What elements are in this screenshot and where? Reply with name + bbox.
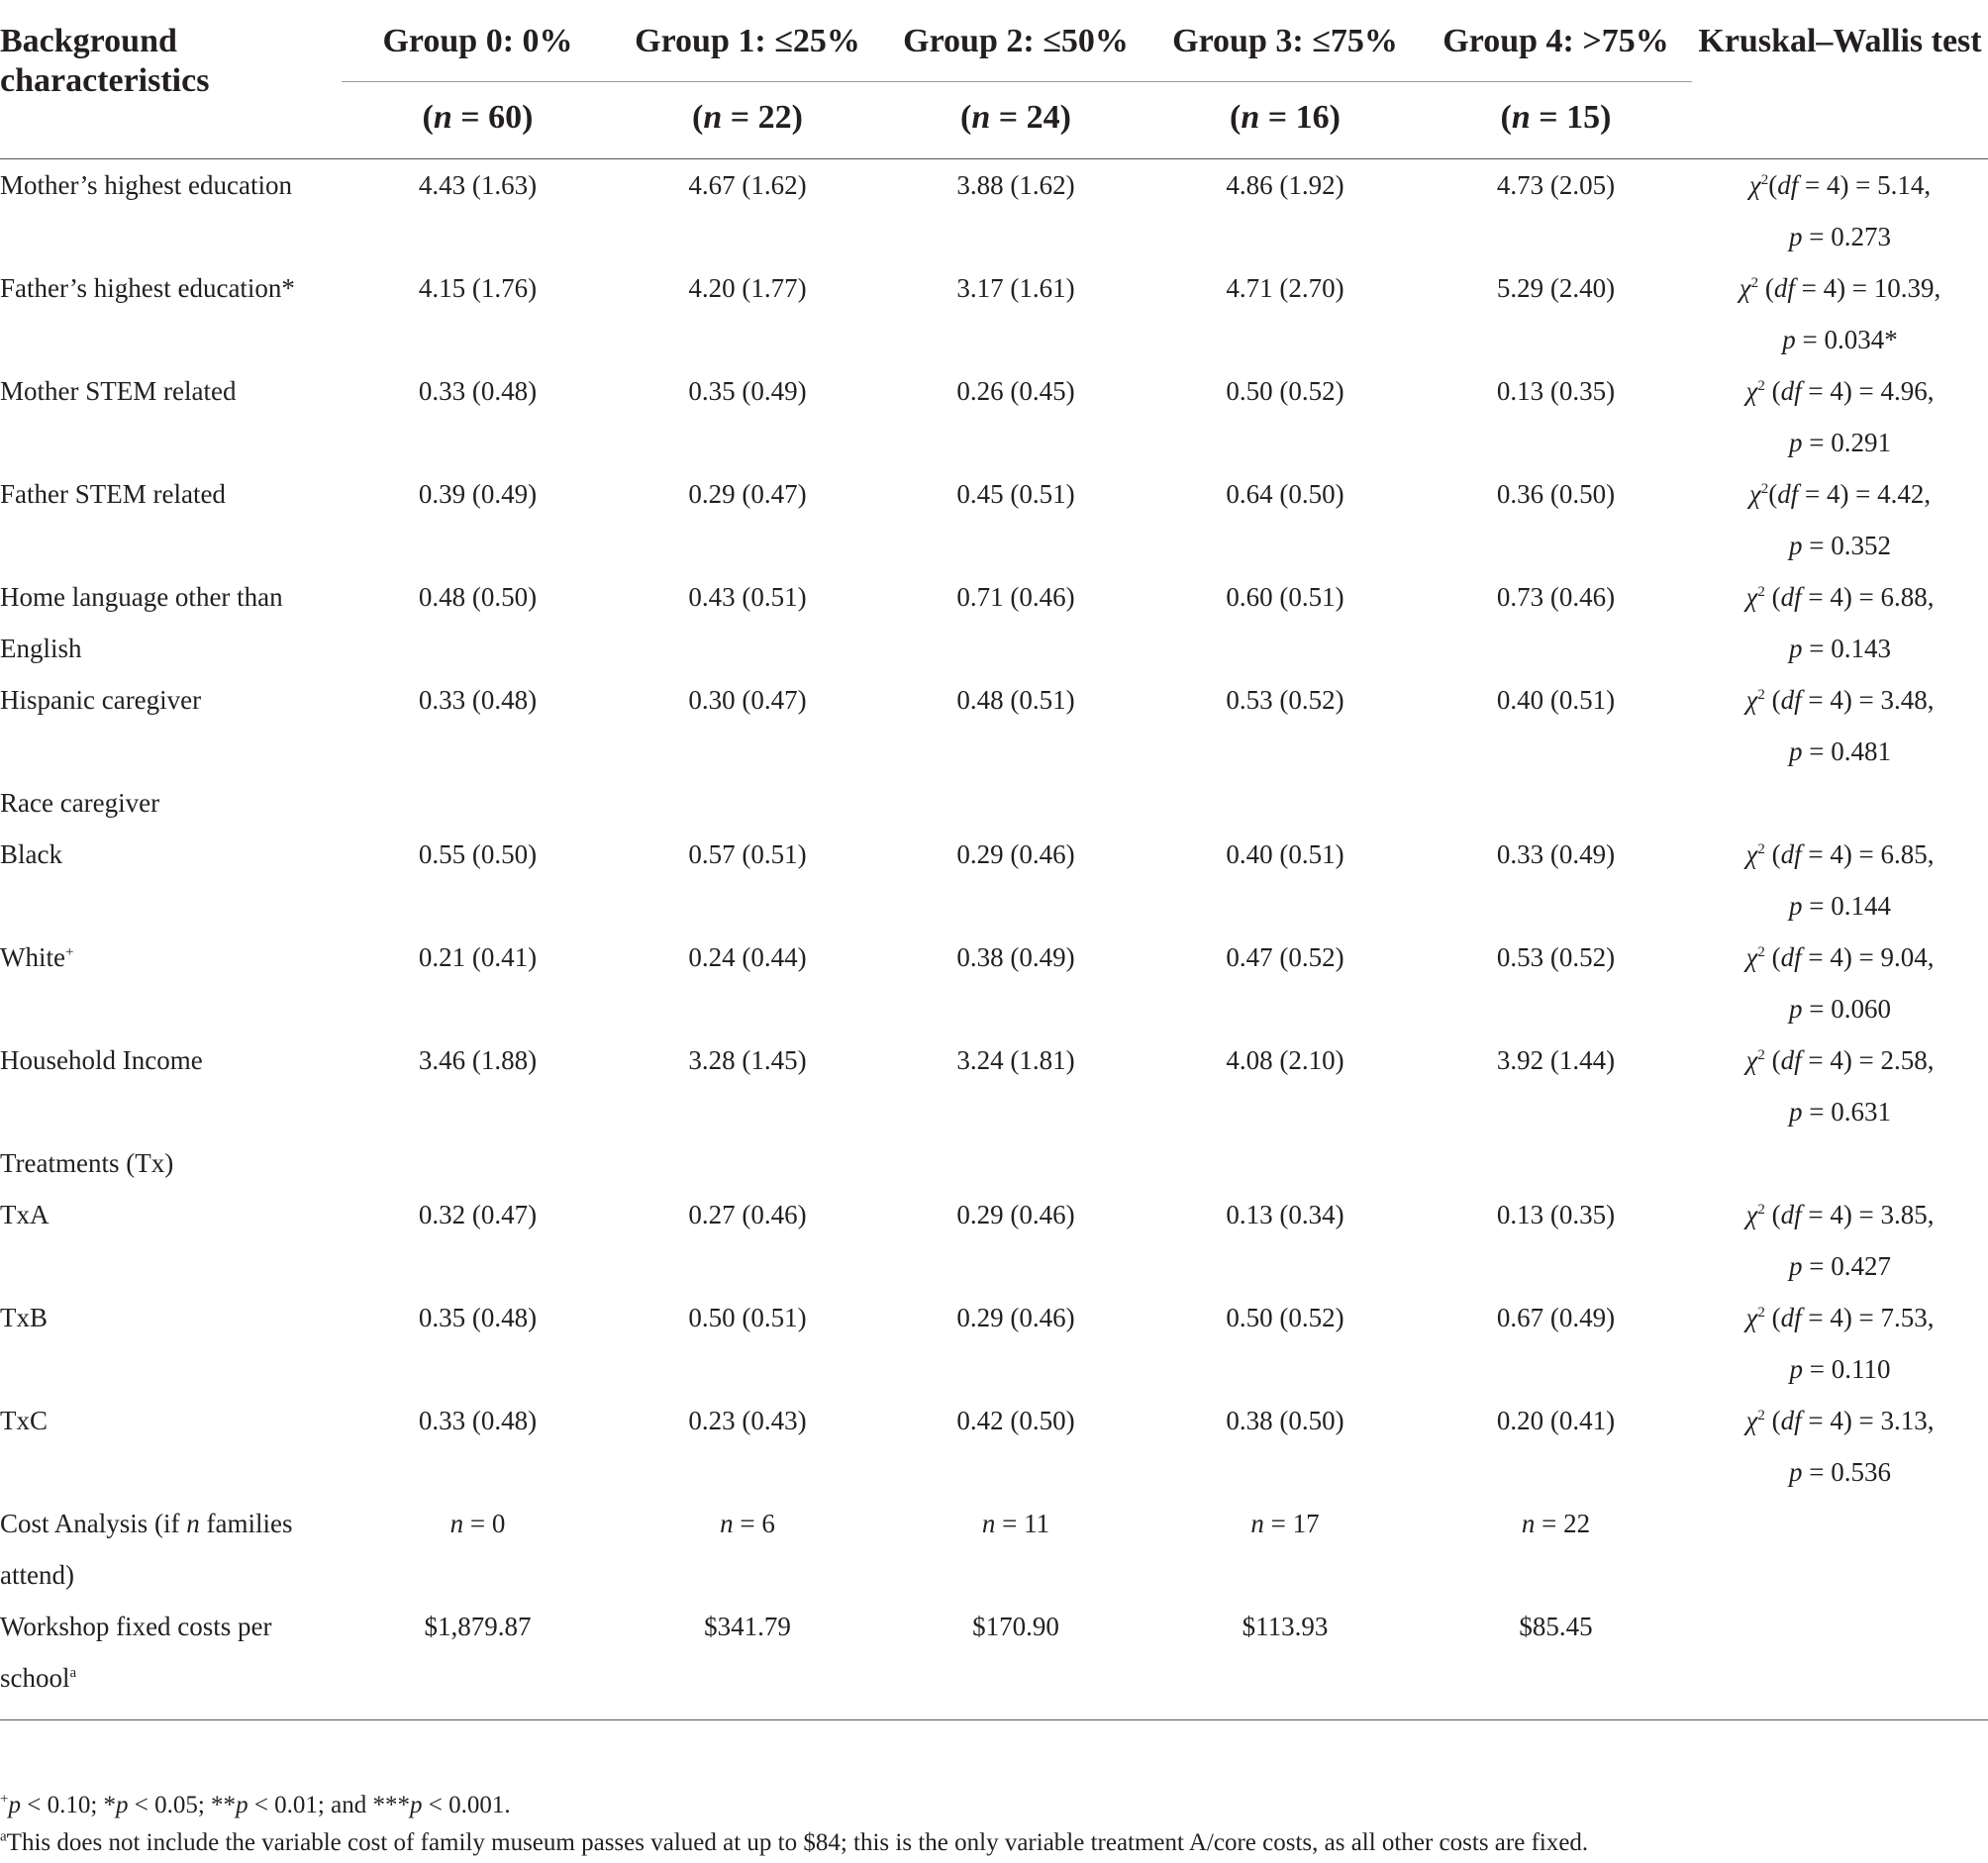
row-label: Household Income (0, 1044, 203, 1075)
header-group-4-n: (n = 15) (1420, 81, 1692, 158)
cell-group-1: 0.30 (0.47) (688, 684, 807, 715)
cell-group-0: 0.32 (0.47) (418, 1199, 538, 1229)
cell-group-1: 0.29 (0.47) (688, 478, 807, 509)
kw-statistic: $\chi^2$ (df = 4) = 10.39, (1739, 272, 1941, 303)
row-label: Mother’s highest education (0, 169, 292, 200)
cell-group-2: 0.29 (0.46) (956, 1199, 1075, 1229)
kw-p-value: p = 0.143 (1789, 633, 1891, 663)
row-label: TxC (0, 1405, 49, 1435)
cell-group-4: 0.20 (0.41) (1496, 1405, 1616, 1435)
kw-statistic: $\chi^2$ (df = 4) = 9.04, (1745, 941, 1935, 972)
cell-group-4: 0.73 (0.46) (1496, 581, 1616, 612)
cell-group-0: 0.55 (0.50) (418, 838, 538, 869)
header-group-4: Group 4: >75% (1420, 0, 1692, 81)
cell-group-1: 0.35 (0.49) (688, 375, 807, 406)
cell-group-3: 4.71 (2.70) (1226, 272, 1344, 303)
kw-statistic: $\chi^2$ (df = 4) = 4.96, (1745, 375, 1935, 406)
cell-group-2: 0.26 (0.45) (956, 375, 1075, 406)
cell-kruskal-wallis (1692, 365, 1988, 468)
section-spacer (342, 777, 1988, 829)
footnote-cost: $^a$This does not include the variable cost of family museum passes valued at up to $84; this is the only variable treatment A/core costs, as all other costs are fixed. (0, 1828, 1589, 1856)
table-row (0, 262, 1988, 365)
cell-group-4: 0.40 (0.51) (1496, 684, 1616, 715)
cell-group-3: 4.08 (2.10) (1226, 1044, 1344, 1075)
cell-group-1: n = 6 (720, 1508, 775, 1538)
table-row (0, 1034, 1988, 1137)
cell-kruskal-wallis (1692, 262, 1988, 365)
header-group-1: Group 1: ≤25% (614, 0, 881, 81)
cell-group-2: 3.24 (1.81) (956, 1044, 1075, 1075)
kw-p-value: p = 0.060 (1789, 993, 1891, 1024)
cell-group-4: 5.29 (2.40) (1496, 272, 1616, 303)
cell-group-3: 0.13 (0.34) (1226, 1199, 1344, 1229)
cell-group-3: 0.50 (0.52) (1226, 375, 1344, 406)
table-row (0, 1189, 1988, 1292)
cell-group-1: 0.23 (0.43) (688, 1405, 807, 1435)
table-row (0, 932, 1988, 1034)
section-spacer (342, 1137, 1988, 1189)
cell-group-3: 0.50 (0.52) (1226, 1302, 1344, 1332)
cell-group-0: 0.21 (0.41) (418, 941, 538, 972)
table-row (0, 365, 1988, 468)
kw-p-value: p = 0.481 (1789, 735, 1891, 766)
cell-group-0: 0.48 (0.50) (418, 581, 538, 612)
cell-group-4: 0.36 (0.50) (1496, 478, 1616, 509)
header-kruskal-wallis-test: Kruskal–Wallis test (1692, 0, 1988, 158)
cell-group-0: n = 0 (449, 1508, 506, 1538)
cell-group-4: 0.13 (0.35) (1496, 375, 1616, 406)
kw-p-value: p = 0.536 (1789, 1456, 1891, 1487)
kw-p-value: p = 0.631 (1789, 1096, 1891, 1127)
kw-p-value: p = 0.110 (1789, 1353, 1891, 1384)
header-background-characteristics: Background characteristics (0, 0, 342, 158)
cell-kruskal-wallis (1692, 1292, 1988, 1395)
kw-statistic: $\chi^2$ (df = 4) = 6.88, (1745, 581, 1935, 612)
cell-group-3: 4.86 (1.92) (1226, 169, 1344, 200)
cell-group-1: 0.50 (0.51) (688, 1302, 807, 1332)
table-row (0, 158, 1988, 262)
row-label: TxB (0, 1302, 49, 1332)
cell-kruskal-wallis (1692, 932, 1988, 1034)
kw-p-value: p = 0.352 (1789, 530, 1891, 560)
cell-group-2: 3.88 (1.62) (956, 169, 1075, 200)
cell-group-0: 0.33 (0.48) (418, 375, 538, 406)
table-row (0, 1601, 1988, 1720)
cell-group-2: 0.29 (0.46) (956, 838, 1075, 869)
cell-group-4: 0.67 (0.49) (1496, 1302, 1616, 1332)
cell-group-0: 0.39 (0.49) (418, 478, 538, 509)
cell-kruskal-wallis (1692, 158, 1988, 262)
row-label: White+ (0, 941, 74, 972)
cell-group-2: n = 11 (981, 1508, 1050, 1538)
cell-kruskal-wallis (1692, 468, 1988, 571)
cell-group-4: 0.53 (0.52) (1496, 941, 1616, 972)
cell-kruskal-wallis (1692, 1601, 1988, 1720)
cell-kruskal-wallis (1692, 829, 1988, 932)
cell-group-1: 0.43 (0.51) (688, 581, 807, 612)
cell-group-1: 0.57 (0.51) (688, 838, 807, 869)
table-row (0, 777, 1988, 829)
cell-group-2: 0.71 (0.46) (956, 581, 1075, 612)
kw-statistic: $\chi^2$ (df = 4) = 3.85, (1745, 1199, 1935, 1229)
table-footnotes (0, 1787, 1988, 1862)
section-label: Race caregiver (0, 787, 160, 818)
cell-group-2: 0.45 (0.51) (956, 478, 1075, 509)
row-label: Mother STEM related (0, 375, 237, 406)
header-group-0: Group 0: 0% (342, 0, 614, 81)
table-row (0, 1292, 1988, 1395)
cell-kruskal-wallis (1692, 674, 1988, 777)
table-row (0, 1395, 1988, 1498)
cell-group-1: 0.24 (0.44) (688, 941, 807, 972)
cell-group-0: 0.35 (0.48) (418, 1302, 538, 1332)
header-group-1-n: (n = 22) (614, 81, 881, 158)
kw-statistic: $\chi^2$ (df = 4) = 6.85, (1745, 838, 1935, 869)
kw-p-value: p = 0.034* (1782, 324, 1898, 354)
cell-kruskal-wallis (1692, 1498, 1988, 1601)
table-body (0, 158, 1988, 1719)
row-label: Hispanic caregiver (0, 684, 202, 715)
cell-group-2: 0.48 (0.51) (956, 684, 1075, 715)
header-group-3: Group 3: ≤75% (1150, 0, 1420, 81)
table-row (0, 829, 1988, 932)
kw-statistic: $\chi^2$ (df = 4) = 2.58, (1745, 1044, 1935, 1075)
cell-group-3: 0.47 (0.52) (1226, 941, 1344, 972)
kw-p-value: p = 0.144 (1789, 890, 1891, 921)
header-group-2-n: (n = 24) (881, 81, 1150, 158)
cell-group-4: $85.45 (1420, 1601, 1692, 1720)
row-label: Workshop fixed costs per school$^a$ (0, 1601, 342, 1720)
cell-group-3: n = 17 (1250, 1508, 1320, 1538)
row-label: TxA (0, 1199, 50, 1229)
cell-group-2: 3.17 (1.61) (956, 272, 1075, 303)
kw-p-value: p = 0.291 (1789, 427, 1891, 457)
cell-group-0: 4.15 (1.76) (418, 272, 538, 303)
cell-group-1: 3.28 (1.45) (688, 1044, 807, 1075)
header-group-2: Group 2: ≤50% (881, 0, 1150, 81)
kw-p-value: p = 0.273 (1789, 221, 1891, 251)
cell-group-0: 4.43 (1.63) (418, 169, 538, 200)
cell-kruskal-wallis (1692, 1034, 1988, 1137)
table-row (0, 571, 1988, 674)
table-row (0, 1137, 1988, 1189)
cell-kruskal-wallis (1692, 1395, 1988, 1498)
cell-group-4: 0.13 (0.35) (1496, 1199, 1616, 1229)
table-row (0, 468, 1988, 571)
row-label: Home language other than English (0, 581, 283, 663)
kw-statistic: $\chi^2(df = 4) = 5.14$, (1748, 169, 1932, 200)
row-label: Cost Analysis (if n families attend) (0, 1508, 293, 1590)
cell-group-4: 4.73 (2.05) (1496, 169, 1616, 200)
cell-group-2: 0.38 (0.49) (956, 941, 1075, 972)
kw-p-value: p = 0.427 (1789, 1250, 1891, 1281)
row-label: Black (0, 838, 62, 869)
row-label: Father STEM related (0, 478, 226, 509)
kw-statistic: $\chi^2$ (df = 4) = 3.13, (1745, 1405, 1935, 1435)
cell-group-0: 0.33 (0.48) (418, 1405, 538, 1435)
cell-group-4: 3.92 (1.44) (1496, 1044, 1616, 1075)
cell-group-2: 0.42 (0.50) (956, 1405, 1075, 1435)
cell-group-1: 0.27 (0.46) (688, 1199, 807, 1229)
cell-kruskal-wallis (1692, 1189, 1988, 1292)
cell-group-3: 0.40 (0.51) (1226, 838, 1344, 869)
cell-group-4: n = 22 (1521, 1508, 1591, 1538)
kw-statistic: $\chi^2(df = 4) = 4.42$, (1748, 478, 1932, 509)
footnote-significance: +p < 0.10; *p < 0.05; **p < 0.01; and ***p < 0.001. (0, 1791, 511, 1818)
cell-group-3: 0.64 (0.50) (1226, 478, 1344, 509)
cell-group-0: 3.46 (1.88) (418, 1044, 538, 1075)
table-row (0, 1498, 1988, 1601)
cell-group-2: $170.90 (881, 1601, 1150, 1720)
cell-group-1: 4.67 (1.62) (688, 169, 807, 200)
header-group-3-n: (n = 16) (1150, 81, 1420, 158)
cell-group-1: $341.79 (614, 1601, 881, 1720)
section-label: Treatments (Tx) (0, 1147, 174, 1178)
cell-group-3: 0.60 (0.51) (1226, 581, 1344, 612)
kw-statistic: $\chi^2$ (df = 4) = 3.48, (1745, 684, 1935, 715)
cell-group-3: $113.93 (1150, 1601, 1420, 1720)
cell-group-0: 0.33 (0.48) (418, 684, 538, 715)
cell-group-1: 4.20 (1.77) (688, 272, 807, 303)
row-label: Father’s highest education* (0, 272, 295, 303)
cell-group-3: 0.53 (0.52) (1226, 684, 1344, 715)
cell-group-4: 0.33 (0.49) (1496, 838, 1616, 869)
cell-group-0: $1,879.87 (342, 1601, 614, 1720)
cell-kruskal-wallis (1692, 571, 1988, 674)
kw-statistic: $\chi^2$ (df = 4) = 7.53, (1745, 1302, 1935, 1332)
cell-group-2: 0.29 (0.46) (956, 1302, 1075, 1332)
table-row (0, 674, 1988, 777)
cell-group-3: 0.38 (0.50) (1226, 1405, 1344, 1435)
header-group-0-n: (n = 60) (342, 81, 614, 158)
